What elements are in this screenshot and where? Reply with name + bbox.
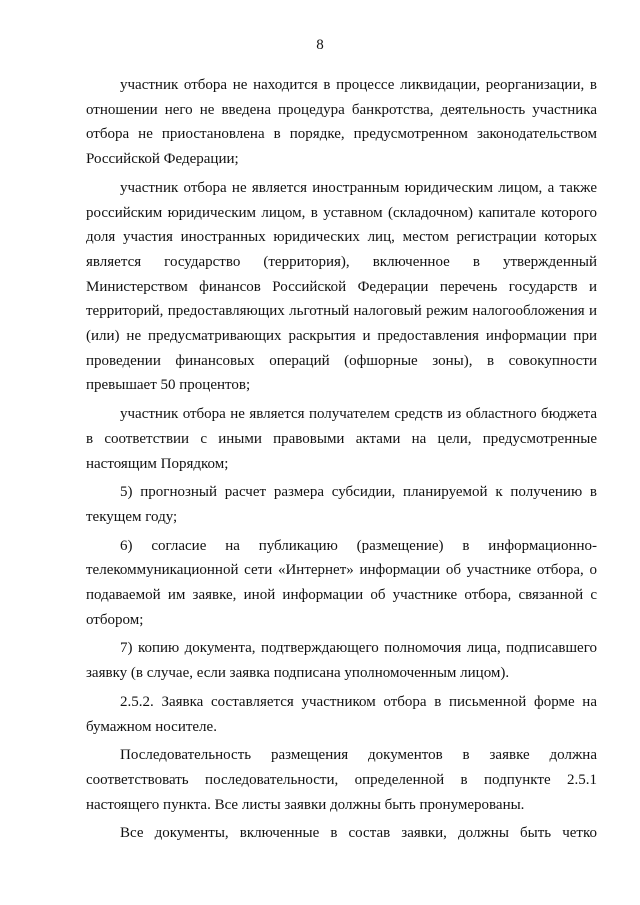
paragraph-2-5-2-written-form: 2.5.2. Заявка составляется участником отбора в письменной форме на бумажном носителе. <box>86 693 597 735</box>
paragraph-item-6-publication-consent: 6) согласие на публикацию (размещение) в информационно-телекоммуникационной сети «Интернет» информации об участнике отбора, о подаваемой им заявке, иной информации об участнике отбора, связанной с отбором; <box>86 537 597 628</box>
document-body <box>86 73 597 850</box>
paragraph-participant-not-foreign-entity: участник отбора не является иностранным юридическим лицом, а также российским юридическим лицом, в уставном (складочном) капитале которого доля участия иностранных юридических лиц, местом регистрации которых является государство (территория), включенное в утвержденный Министерством финансов Российской Федерации перечень государств и территорий, предоставляющих льготный налоговый режим налогообложения и (или) не предусматривающих раскрытия и предоставления информации при проведении финансовых операций (офшорные зоны), в совокупности превышает 50 процентов; <box>86 179 597 394</box>
paragraph-item-7-authority-document: 7) копию документа, подтверждающего полномочия лица, подписавшего заявку (в случае, если заявка подписана уполномоченным лицом). <box>86 640 597 682</box>
paragraph-item-5-subsidy-forecast: 5) прогнозный расчет размера субсидии, планируемой к получению в текущем году; <box>86 484 597 525</box>
paragraph-document-order: Последовательность размещения документов в заявке должна соответствовать последовательности, определенной в подпункте 2.5.1 настоящего пункта. Все листы заявки должны быть пронумерованы. <box>86 747 597 813</box>
paragraph-participant-not-in-liquidation: участник отбора не находится в процессе ликвидации, реорганизации, в отношении него не введена процедура банкротства, деятельность участника отбора не приостановлена в порядке, предусмотренном законодательством Российской Федерации; <box>86 77 597 168</box>
paragraph-participant-not-budget-recipient: участник отбора не является получателем средств из областного бюджета в соответствии с иными правовыми актами на цели, предусмотренные настоящим Порядком; <box>86 406 597 472</box>
page-number: 8 <box>316 37 324 53</box>
paragraph-documents-clear: Все документы, включенные в состав заявки, должны быть четко <box>120 825 597 842</box>
